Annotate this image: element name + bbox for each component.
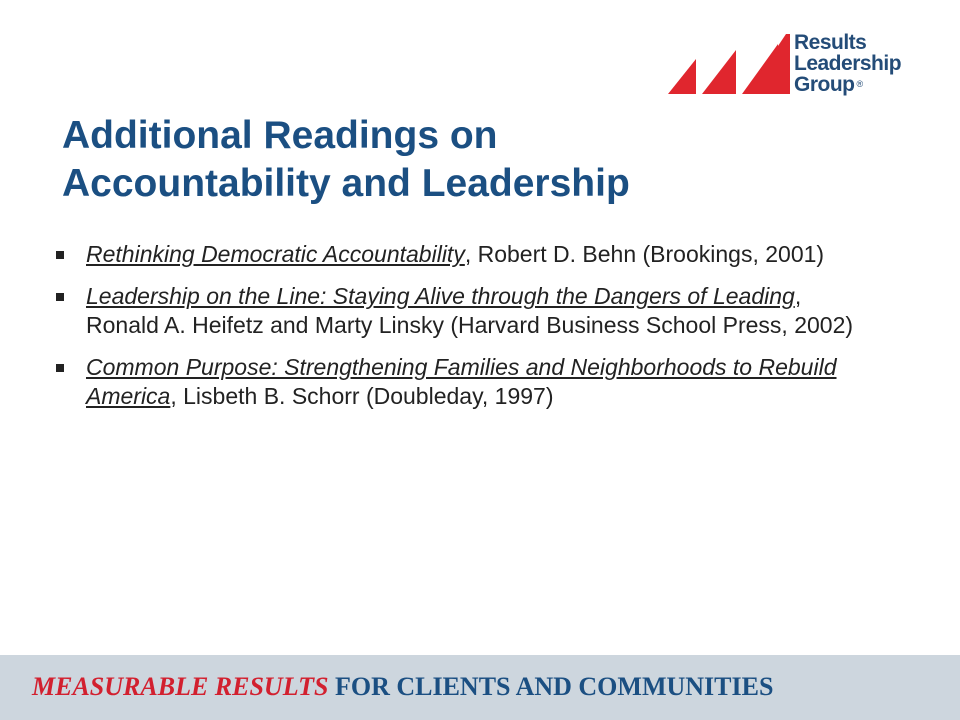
slide-title-line-2: Accountability and Leadership	[62, 162, 630, 205]
reading-item	[56, 282, 876, 340]
square-bullet-icon	[56, 251, 64, 259]
footer-tagline	[32, 671, 773, 703]
book-title-link[interactable]: Leadership on the Line: Staying Alive through the Dangers of Leading	[86, 283, 795, 309]
footer-band	[0, 655, 960, 720]
reading-item	[56, 353, 876, 411]
book-details: , Lisbeth B. Schorr (Doubleday, 1997)	[170, 383, 554, 409]
book-details: , Robert D. Behn (Brookings, 2001)	[464, 241, 825, 267]
square-bullet-icon	[56, 364, 64, 372]
square-bullet-icon	[56, 293, 64, 301]
slide-title-line-1: Additional Readings on	[62, 114, 498, 157]
logo-stripes-icon	[666, 32, 806, 98]
logo-wordmark	[794, 32, 901, 95]
book-title-link[interactable]: Common Purpose: Strengthening Families and Neighborhoods to Rebuild America	[86, 354, 837, 409]
book-title-link[interactable]: Rethinking Democratic Accountability	[86, 241, 465, 267]
logo-line-results: Results	[794, 31, 867, 54]
logo-line-group: Group ®	[794, 73, 863, 96]
registered-mark: ®	[856, 79, 863, 89]
slide-title	[62, 112, 822, 208]
logo-line-leadership: Leadership	[794, 52, 902, 75]
results-leadership-group-logo	[666, 32, 936, 98]
book-details: , Ronald A. Heifetz and Marty Linsky (Harvard Business School Press, 2002)	[86, 283, 854, 338]
readings-list	[56, 240, 876, 424]
footer-tagline-rest: FOR CLIENTS AND COMMUNITIES	[334, 672, 774, 701]
footer-tagline-accent: MEASURABLE RESULTS	[32, 672, 329, 701]
reading-item	[56, 240, 876, 269]
